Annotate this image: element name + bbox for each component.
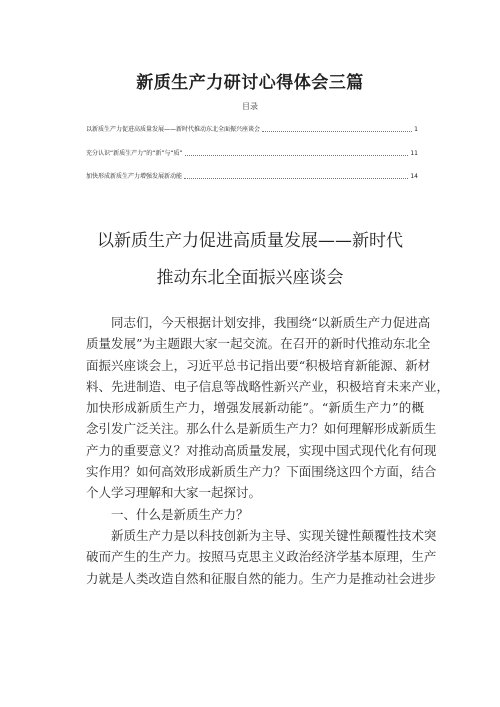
toc-entry-page: 1 bbox=[414, 126, 418, 133]
toc-entry-page: 11 bbox=[410, 149, 418, 157]
toc-leader-dots bbox=[185, 155, 409, 156]
toc-entry[interactable] bbox=[86, 124, 418, 134]
article-title-line: 以新质生产力促进高质量发展——新时代 bbox=[97, 231, 403, 251]
paragraph-line: 念 引 发 广 泛 关 注 。 那 么 什 么 是 新 质 生 产 力 ？ 如 何 理 解 形 成 新 质 生 bbox=[86, 421, 437, 437]
paragraph-line: 同 志 们 ， 今 天 根 据 计 划 安 排 ， 我 围 绕 “ 以 新 质 生 产 力 促 进 高 bbox=[111, 315, 431, 330]
paragraph-line: 面 振 兴 座 谈 会 上 ， 习 近 平 总 书 记 指 出 要 “ 积 极 培 育 新 能 源 、 新 材 bbox=[86, 357, 431, 373]
toc-entry-page: 14 bbox=[410, 173, 418, 180]
paragraph-line: 料 、 先 进 制 造 、 电 子 信 息 等 战 略 性 新 兴 产 业 ， 积 极 培 育 未 来 产 业 ， bbox=[86, 378, 449, 394]
toc-entry-title: 充分认识“新质生产力”的“新”与“质” bbox=[86, 149, 183, 157]
toc-entry[interactable] bbox=[86, 171, 418, 181]
paragraph-line: 加 快 形 成 新 质 生 产 力 ， 增 强 发 展 新 动 能 ” 。 “ 新 质 生 产 力 ” 的 概 bbox=[86, 400, 424, 416]
paragraph-line: 产 力 的 重 要 意 义 ？ 对 推 动 高 质 量 发 展 ， 实 现 中 国 式 现 代 化 有 何 现 bbox=[86, 442, 437, 458]
paragraph-line: 力就是人类改造自然和征服自然的能力。生产力是推动社会进步 bbox=[86, 570, 437, 586]
toc-heading: 目录 bbox=[242, 102, 258, 111]
paragraph-line: 一、什么是新质生产力？ bbox=[111, 506, 249, 522]
article-body bbox=[86, 312, 449, 589]
paragraph-line: 质 量 发 展 ” 为 主 题 跟 大 家 一 起 交 流 。 在 召 开 的 新 时 代 推 动 东 北 全 bbox=[86, 336, 431, 352]
toc-leader-dots bbox=[262, 131, 412, 132]
paragraph-line: 个人学习理解和大家一起探讨。 bbox=[86, 485, 262, 501]
paragraph-line: 破 而 产 生 的 生 产 力 。 按 照 马 克 思 主 义 政 治 经 济 学 基 本 原 理 ， 生 产 bbox=[86, 549, 437, 565]
document-title: 新质生产力研讨心得体会三篇 bbox=[136, 73, 364, 93]
table-of-contents bbox=[86, 124, 418, 195]
paragraph-line: 新 质 生 产 力 是 以 科 技 创 新 为 主 导 、 实 现 关 键 性 颠 覆 性 技 术 突 bbox=[111, 527, 437, 543]
paragraph-line: 实 作 用 ？ 如 何 高 效 形 成 新 质 生 产 力 ？ 下 面 围 绕 这 四 个 方 面 ， 结 合 bbox=[86, 464, 437, 480]
toc-entry[interactable] bbox=[86, 148, 418, 158]
toc-leader-dots bbox=[184, 178, 408, 179]
toc-entry-title: 加快形成新质生产力增强发展新动能 bbox=[86, 173, 183, 180]
toc-entry-title: 以新质生产力促进高质量发展——新时代推动东北全面振兴座谈会 bbox=[86, 126, 261, 133]
article-title-line: 推动东北全面振兴座谈会 bbox=[156, 268, 344, 288]
